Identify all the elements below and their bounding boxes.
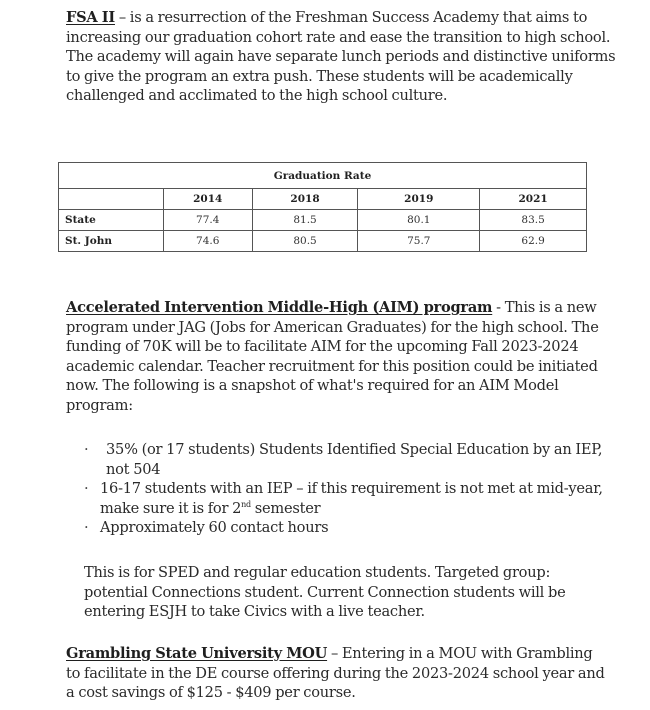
table-row-st-john	[59, 231, 587, 252]
year-header: 2021	[480, 189, 587, 210]
table-cell: 62.9	[480, 231, 587, 252]
table-cell: 75.7	[358, 231, 480, 252]
aim-heading: Accelerated Intervention Middle-High (AIM) program	[66, 299, 493, 316]
table-header-row	[59, 189, 587, 210]
list-item-text-after: semester	[250, 499, 321, 517]
aim-body: - This is a new program under JAG (Jobs for American Graduates) for the high school. The funding of 70K will be to facilitate AIM for the upcoming Fall 2023-2024 academic calendar. Teacher recruitment for this position could be initiated now. The following is a snapshot of what's required for an AIM Model program:	[66, 299, 599, 414]
gsu-paragraph	[66, 644, 606, 703]
table-row-state	[59, 210, 587, 231]
table-title-row	[59, 163, 587, 189]
year-header: 2019	[358, 189, 480, 210]
list-item	[84, 440, 604, 479]
table-corner-cell	[59, 189, 164, 210]
bullet-icon: ·	[84, 480, 89, 498]
list-item	[84, 479, 604, 518]
table-cell: 74.6	[163, 231, 252, 252]
table-title: Graduation Rate	[59, 163, 587, 189]
bullet-icon: ·	[84, 441, 89, 458]
row-label: St. John	[59, 231, 164, 252]
aim-note-paragraph: This is for SPED and regular education students. Targeted group: potential Connections student. Current Connection students will be entering ESJH to take Civics with a live teacher.	[84, 564, 566, 621]
year-header: 2014	[163, 189, 252, 210]
table-cell: 83.5	[480, 210, 587, 231]
graduation-rate-table	[58, 162, 587, 252]
fsa-paragraph	[66, 8, 626, 106]
table-cell: 80.1	[358, 210, 480, 231]
list-item-text: Approximately 60 contact hours	[100, 519, 329, 537]
aim-paragraph	[66, 298, 606, 416]
list-item-text: 35% (or 17 students) Students Identified Special Education by an IEP, not 504	[106, 441, 603, 478]
fsa-heading: FSA II	[66, 9, 115, 26]
table-cell: 81.5	[252, 210, 358, 231]
gsu-body: – Entering in a MOU with Grambling to facilitate in the DE course offering during the 2023-2024 school year and a cost savings of $125 - $409 per course.	[66, 645, 605, 702]
table-cell: 80.5	[252, 231, 358, 252]
ordinal-superscript: nd	[241, 499, 251, 509]
list-item	[84, 518, 604, 538]
bullet-icon: ·	[84, 519, 89, 537]
row-label: State	[59, 210, 164, 231]
gsu-heading: Grambling State University MOU	[66, 645, 328, 662]
year-header: 2018	[252, 189, 358, 210]
list-item-text: 16-17 students with an IEP – if this requirement is not met at mid-year, make sure it is for 2	[100, 480, 603, 517]
aim-requirements-list	[84, 440, 604, 538]
fsa-body: – is a resurrection of the Freshman Success Academy that aims to increasing our graduation cohort rate and ease the transition to high school. The academy will again have separate lunch periods and distinctive uniforms to give the program an extra push. These students will be academically challenged and acclimated to the high school culture.	[66, 9, 616, 105]
table-cell: 77.4	[163, 210, 252, 231]
